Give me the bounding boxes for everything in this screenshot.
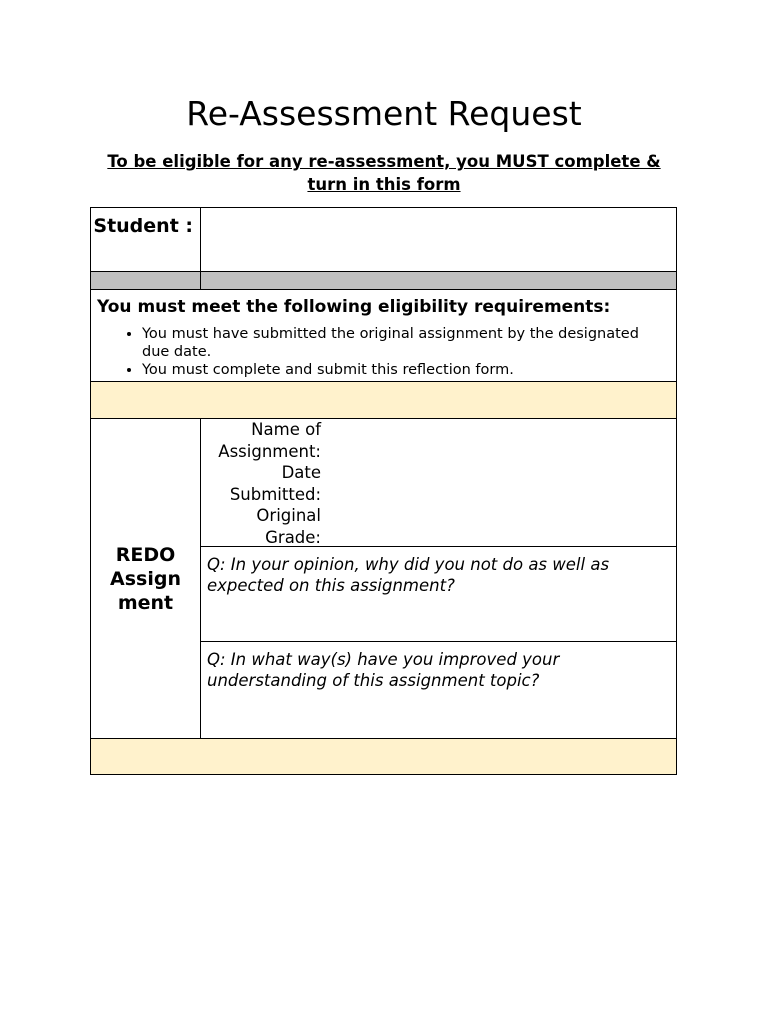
redo-assignment-label-text: REDO Assign ment bbox=[110, 543, 181, 614]
page-title: Re-Assessment Request bbox=[186, 94, 582, 133]
row-divider bbox=[91, 381, 676, 382]
assignment-details bbox=[201, 419, 676, 546]
eligibility-notice: To be eligible for any re-assessment, you MUST complete & turn in this form bbox=[107, 152, 661, 194]
date-submitted-label: Date Submitted: bbox=[229, 463, 321, 504]
student-label-text: Student : bbox=[93, 215, 193, 237]
student-label bbox=[91, 208, 200, 271]
row-divider bbox=[91, 271, 676, 272]
row-divider bbox=[201, 641, 676, 642]
separator-row-cream bbox=[91, 382, 676, 418]
column-divider bbox=[200, 208, 201, 290]
question-improved-understanding[interactable]: Q: In what way(s) have you improved your understanding of this assignment topic? bbox=[207, 650, 560, 690]
row-divider bbox=[91, 289, 676, 290]
redo-assignment-label bbox=[91, 419, 200, 738]
reassessment-form-table bbox=[90, 207, 677, 775]
separator-row-cream-bottom bbox=[91, 739, 676, 774]
assignment-name-label: Name of Assignment: bbox=[218, 420, 321, 461]
eligibility-section bbox=[91, 290, 676, 381]
question-why-not-well[interactable]: Q: In your opinion, why did you not do as well as expected on this assignment? bbox=[207, 555, 610, 595]
eligibility-heading: You must meet the following eligibility requirements: bbox=[97, 297, 611, 317]
column-divider bbox=[200, 418, 201, 739]
row-divider bbox=[91, 418, 676, 419]
student-name-field[interactable] bbox=[201, 208, 676, 271]
row-divider bbox=[201, 546, 676, 547]
row-divider bbox=[91, 738, 676, 739]
original-grade-label: Original Grade: bbox=[256, 506, 321, 547]
eligibility-item: • You must complete and submit this reflection form. bbox=[142, 361, 670, 379]
separator-row-gray bbox=[91, 272, 676, 289]
eligibility-item: • You must have submitted the original assignment by the designated due date. bbox=[142, 325, 670, 361]
eligibility-list bbox=[97, 325, 670, 379]
